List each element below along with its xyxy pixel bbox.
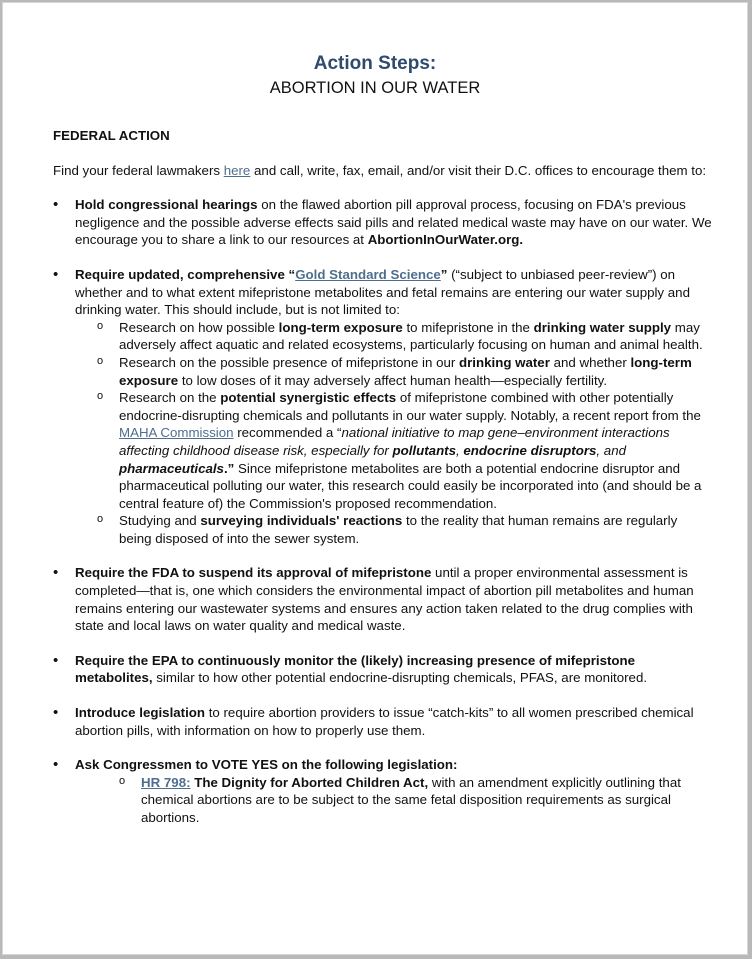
suspend-bold: Require the FDA to suspend its approval of mifepristone xyxy=(75,565,432,581)
sublist-item xyxy=(119,512,713,547)
sub1-text-1: Research on how possible xyxy=(119,319,279,335)
legislation-bold: Introduce legislation xyxy=(75,705,206,721)
intro-paragraph xyxy=(53,162,713,180)
sub3-bold-end: .” xyxy=(223,460,235,476)
sub3-text-1: Research on the xyxy=(119,390,221,406)
sub1-bold-2: drinking water supply xyxy=(533,319,672,335)
gold-standard-link[interactable]: Gold Standard Science xyxy=(295,266,441,282)
list-item-epa xyxy=(53,652,713,687)
document-page xyxy=(2,2,748,955)
sub4-bold-1: surveying individuals' reactions xyxy=(200,513,403,529)
sub3-italic-1: national initiative to map gene–environment interactions affecting childhood disease risk, especially for xyxy=(119,425,670,458)
science-text: (“subject to unbiased peer-review”) on whether and to what extent mifepristone metabolites and fetal remains are entering our water supply and drinking water. This should include, but is not limited to: xyxy=(75,266,690,318)
sublist-item xyxy=(141,774,713,827)
sub2-bold-2: long-term exposure xyxy=(119,354,692,388)
hearings-text: on the flawed abortion pill approval process, focusing on FDA's previous negligence and the possible adverse effects said pills and related medical waste may have on our water. We encourage you to share a link to our resources at xyxy=(75,197,712,248)
sub1-text-2: to mifepristone in the xyxy=(402,319,534,335)
sub3-text-4: Since mifepristone metabolites are both a potential endocrine disruptor and pharmaceutical polluting our water, this research could easily be incorporated into (and should be a central feature of) the Commission's proposed recommendation. xyxy=(119,460,702,511)
hearings-bold: Hold congressional hearings xyxy=(75,197,258,213)
legislation-text: to require abortion providers to issue “catch-kits” to all women prescribed chemical abortion pills, with information on how to properly use them. xyxy=(75,705,694,738)
sub1-text-3: may adversely affect aquatic and related ecosystems, particularly focusing on human and animal health. xyxy=(119,319,703,353)
sub4-text-2: to the reality that human remains are regularly being disposed of into the sewer system. xyxy=(119,513,678,546)
hr798-bold: The Dignity for Aborted Children Act, xyxy=(190,774,429,790)
site-name: AbortionInOurWater.org. xyxy=(367,232,524,248)
sub3-bold-italic-2: endocrine disruptors xyxy=(463,442,597,458)
maha-commission-link[interactable]: MAHA Commission xyxy=(119,425,234,441)
page-title: Action Steps: xyxy=(313,53,437,74)
sub4-text-1: Studying and xyxy=(119,513,201,529)
intro-text-after: and call, write, fax, email, and/or visit their D.C. offices to encourage them to: xyxy=(250,162,707,178)
epa-text: similar to how other potential endocrine-disrupting chemicals, PFAS, are monitored. xyxy=(152,670,648,686)
list-item-science xyxy=(53,266,713,548)
sub3-bold-italic-1: pollutants xyxy=(392,442,457,458)
suspend-text: until a proper environmental assessment is completed—that is, one which considers the environmental impact of abortion pill metabolites and human remains entering our wastewater systems and ensures any action taken related to the drug complies with state and local laws on water quality and medical waste. xyxy=(75,565,694,634)
sub3-bold-1: potential synergistic effects xyxy=(220,390,397,406)
sub2-text-3: to low doses of it may adversely affect human health—especially fertility. xyxy=(178,372,608,388)
intro-text-before: Find your federal lawmakers xyxy=(53,162,224,178)
science-bold-start: Require updated, comprehensive “ xyxy=(75,266,296,282)
page-subtitle: ABORTION IN OUR WATER xyxy=(269,79,481,97)
action-list xyxy=(53,196,713,826)
science-bold-end: ” xyxy=(440,266,448,282)
sublist-item xyxy=(119,389,713,512)
sub2-text-2: and whether xyxy=(549,354,631,370)
sub3-italic-3: , and xyxy=(596,442,626,458)
sublist-item xyxy=(119,319,713,354)
epa-bold: Require the EPA to continuously monitor the (likely) increasing presence of mifepristone metabolites, xyxy=(75,652,636,686)
sub3-bold-italic-3: pharmaceuticals xyxy=(119,460,224,476)
vote-bold: Ask Congressmen to VOTE YES on the following legislation: xyxy=(75,757,458,773)
sub3-italic-2: , xyxy=(456,442,464,458)
science-sublist xyxy=(75,319,713,548)
lawmakers-link[interactable]: here xyxy=(223,162,251,178)
document-body xyxy=(53,127,713,844)
list-item-hearings xyxy=(53,196,713,249)
sub3-text-3: recommended a “ xyxy=(233,425,342,441)
sub1-bold-1: long-term exposure xyxy=(278,319,403,335)
sublist-item xyxy=(119,354,713,389)
hr798-link[interactable]: HR 798: xyxy=(141,774,191,790)
list-item-suspend xyxy=(53,564,713,634)
hr798-text: with an amendment explicitly outlining that chemical abortions are to be subject to the same fetal disposition requirements as surgical abortions. xyxy=(141,774,681,825)
list-item-legislation xyxy=(53,704,713,739)
vote-sublist xyxy=(75,774,713,827)
sub2-text-1: Research on the possible presence of mifepristone in our xyxy=(119,354,459,370)
sub3-text-2: of mifepristone combined with other potentially endocrine-disrupting chemicals and pollutants in our water supply. Notably, a recent report from the xyxy=(119,390,701,423)
section-heading: FEDERAL ACTION xyxy=(53,128,170,143)
list-item-vote xyxy=(53,756,713,826)
sub2-bold-1: drinking water xyxy=(459,354,550,370)
